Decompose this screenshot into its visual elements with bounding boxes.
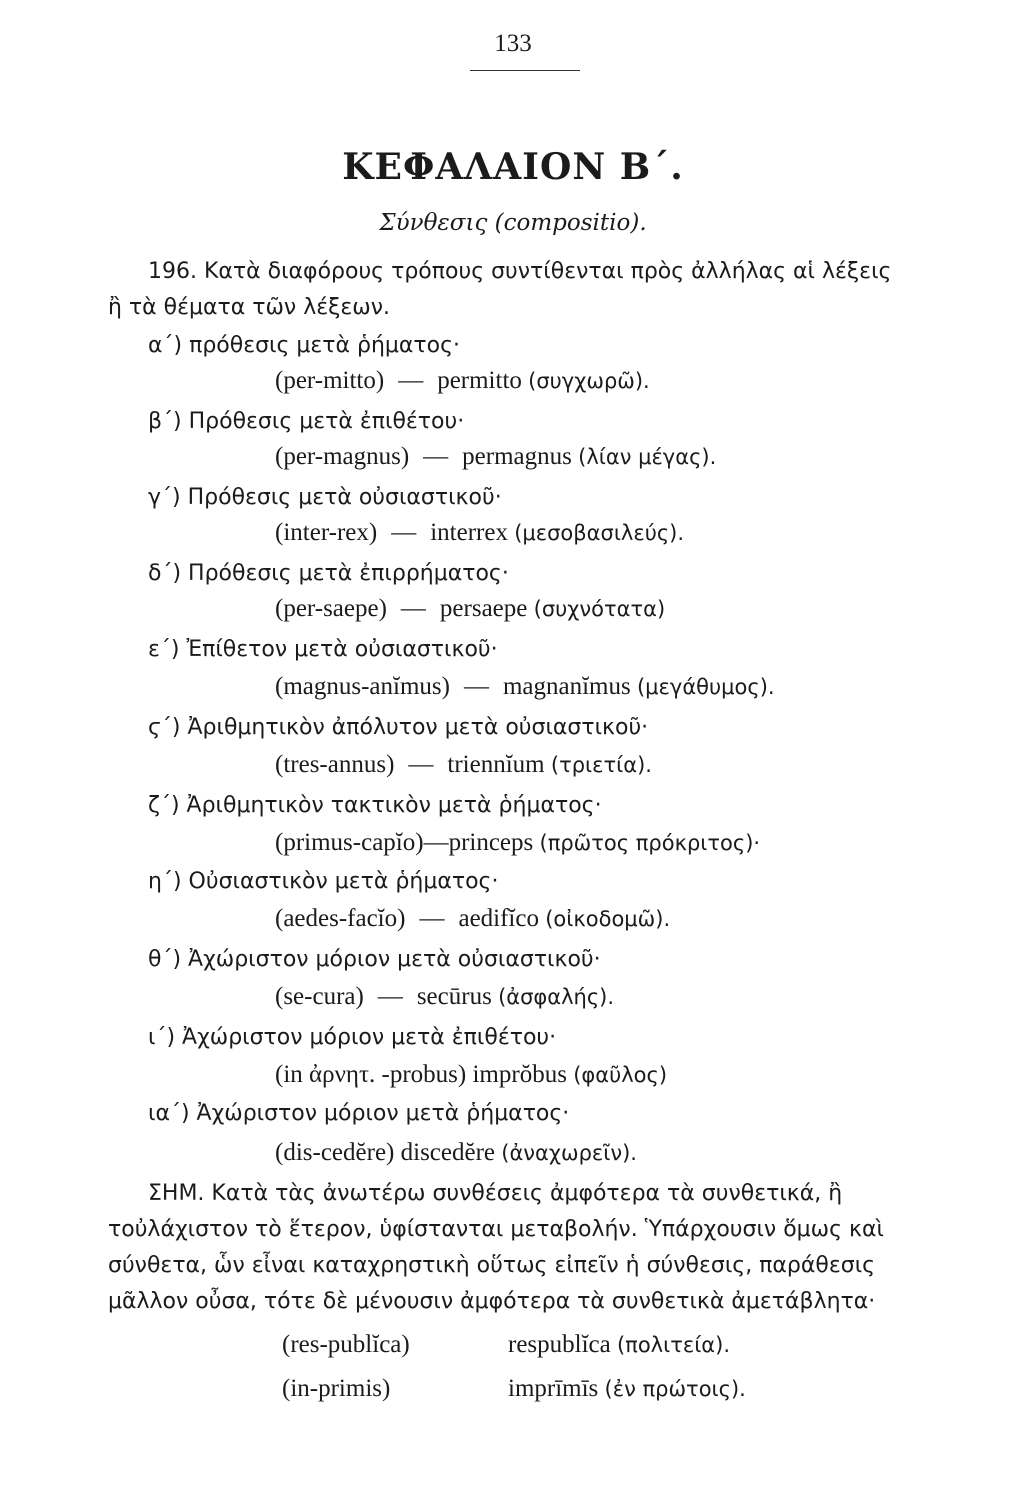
example-gloss: (συγχωρῶ). xyxy=(528,369,650,393)
example-gloss: (ἐν πρώτοις). xyxy=(604,1377,746,1401)
example-word: permagnus xyxy=(462,443,572,470)
example-word: imprŏbus xyxy=(472,1061,567,1088)
final-example-parts: (res-publĭca) xyxy=(282,1331,410,1358)
chapter-subtitle: Σύνθεσις (compositio). xyxy=(379,210,647,236)
item-label: γ΄) Πρόθεσις μετὰ οὐσιαστικοῦ· xyxy=(148,485,502,510)
item-label: η΄) Οὐσιαστικὸν μετὰ ῥήματος· xyxy=(148,869,499,894)
note-line-3: σύνθετα, ὧν εἶναι καταχρηστικὴ οὕτως εἰπεῖν ἡ σύνθεσις, παράθεσις xyxy=(108,1253,876,1278)
example-word: secūrus xyxy=(416,983,492,1010)
example-word: interrex xyxy=(430,519,508,546)
item-example xyxy=(275,1060,667,1090)
item-label: ζ΄) Ἀριθμητικὸν τακτικὸν μετὰ ῥήματος· xyxy=(148,793,602,818)
example-dash: — xyxy=(463,673,489,700)
example-word: persaepe xyxy=(439,595,528,622)
example-gloss: (συχνότατα) xyxy=(533,597,666,621)
item-example xyxy=(275,904,670,934)
intro-line-1: 196. Κατὰ διαφόρους τρόπους συντίθενται πρὸς ἀλλήλας αἱ λέξεις xyxy=(148,259,892,284)
example-word: permitto xyxy=(437,367,522,394)
final-example-parts: (in-primis) xyxy=(282,1375,391,1402)
example-parts: (per-mitto) xyxy=(275,367,385,394)
example-dash: — xyxy=(400,595,426,622)
example-dash: — xyxy=(423,443,449,470)
item-example xyxy=(275,1138,637,1168)
item-example xyxy=(275,750,652,780)
example-dash: — xyxy=(391,519,417,546)
item-example xyxy=(275,518,684,548)
intro-line-2: ἢ τὰ θέματα τῶν λέξεων. xyxy=(108,295,390,320)
item-label: ε΄) Ἐπίθετον μετὰ οὐσιαστικοῦ· xyxy=(148,637,498,662)
example-gloss: (φαῦλος) xyxy=(573,1063,668,1087)
final-example-word xyxy=(508,1374,746,1404)
page-number-rule xyxy=(470,70,580,71)
item-example xyxy=(275,442,716,472)
example-parts: (se-cura) xyxy=(275,983,364,1010)
example-dash: — xyxy=(419,905,445,932)
example-word: triennĭum xyxy=(447,751,545,778)
example-dash: — xyxy=(398,367,424,394)
example-dash: — xyxy=(377,983,403,1010)
item-label: β΄) Πρόθεσις μετὰ ἐπιθέτου· xyxy=(148,409,465,434)
example-parts: (primus-capĭo) xyxy=(275,829,424,856)
example-parts: (tres-annus) xyxy=(275,751,395,778)
example-parts: (per-magnus) xyxy=(275,443,410,470)
example-gloss: (ἀσφαλής). xyxy=(498,985,615,1009)
example-gloss: (οἰκοδομῶ). xyxy=(545,907,671,931)
item-example xyxy=(275,594,665,624)
example-word: aedifĭco xyxy=(458,905,539,932)
example-parts: (magnus-anĭmus) xyxy=(275,673,450,700)
example-dash: — xyxy=(408,751,434,778)
item-example xyxy=(275,982,614,1012)
item-label: α΄) πρόθεσις μετὰ ῥήματος· xyxy=(148,333,461,358)
item-label: θ΄) Ἀχώριστον μόριον μετὰ οὐσιαστικοῦ· xyxy=(148,947,601,972)
example-word: magnanĭmus xyxy=(502,673,631,700)
example-dash: — xyxy=(423,829,449,856)
example-word: discedĕre xyxy=(400,1139,496,1166)
example-gloss: (ἀναχωρεῖν). xyxy=(501,1141,637,1165)
item-example xyxy=(275,672,775,702)
note-line-2: τοὐλάχιστον τὸ ἕτερον, ὑφίστανται μεταβολήν. Ὑπάρχουσιν ὅμως καὶ xyxy=(108,1217,884,1242)
item-example xyxy=(275,366,650,396)
example-parts: (aedes-facĭo) xyxy=(275,905,406,932)
item-label: ια΄) Ἀχώριστον μόριον μετὰ ῥήματος· xyxy=(148,1101,570,1126)
example-gloss: (μεσοβασιλεύς). xyxy=(514,521,685,545)
chapter-title: ΚΕΦΑΛΑΙΟΝ Β΄. xyxy=(342,146,684,188)
item-label: ι΄) Ἀχώριστον μόριον μετὰ ἐπιθέτου· xyxy=(148,1025,557,1050)
example-word: respublĭca xyxy=(508,1331,611,1358)
example-word: princeps xyxy=(448,829,534,856)
page-number: 133 xyxy=(494,30,532,57)
example-parts: (in ἀρνητ. -probus) xyxy=(275,1061,467,1088)
note-line-4: μᾶλλον οὖσα, τότε δὲ μένουσιν ἀμφότερα τὰ συνθετικὰ ἀμετάβλητα· xyxy=(108,1289,876,1314)
example-word: imprīmīs xyxy=(508,1375,599,1402)
example-parts: (inter-rex) xyxy=(275,519,378,546)
item-label: δ΄) Πρόθεσις μετὰ ἐπιρρήματος· xyxy=(148,561,509,586)
final-example-word xyxy=(508,1330,730,1360)
example-parts: (dis-cedĕre) xyxy=(275,1139,395,1166)
example-gloss: (πολιτεία). xyxy=(616,1333,731,1357)
note-line-1: ΣΗΜ. Κατὰ τὰς ἀνωτέρω συνθέσεις ἀμφότερα τὰ συνθετικά, ἢ xyxy=(148,1181,843,1206)
example-gloss: (τριετία). xyxy=(550,753,652,777)
example-gloss: (λίαν μέγας). xyxy=(578,445,717,469)
item-label: ϛ΄) Ἀριθμητικὸν ἀπόλυτον μετὰ οὐσιαστικοῦ· xyxy=(148,715,649,740)
example-parts: (per-saepe) xyxy=(275,595,387,622)
item-example xyxy=(275,828,760,858)
example-gloss: (μεγάθυμος). xyxy=(636,675,775,699)
example-gloss: (πρῶτος πρόκριτος)· xyxy=(539,831,761,855)
